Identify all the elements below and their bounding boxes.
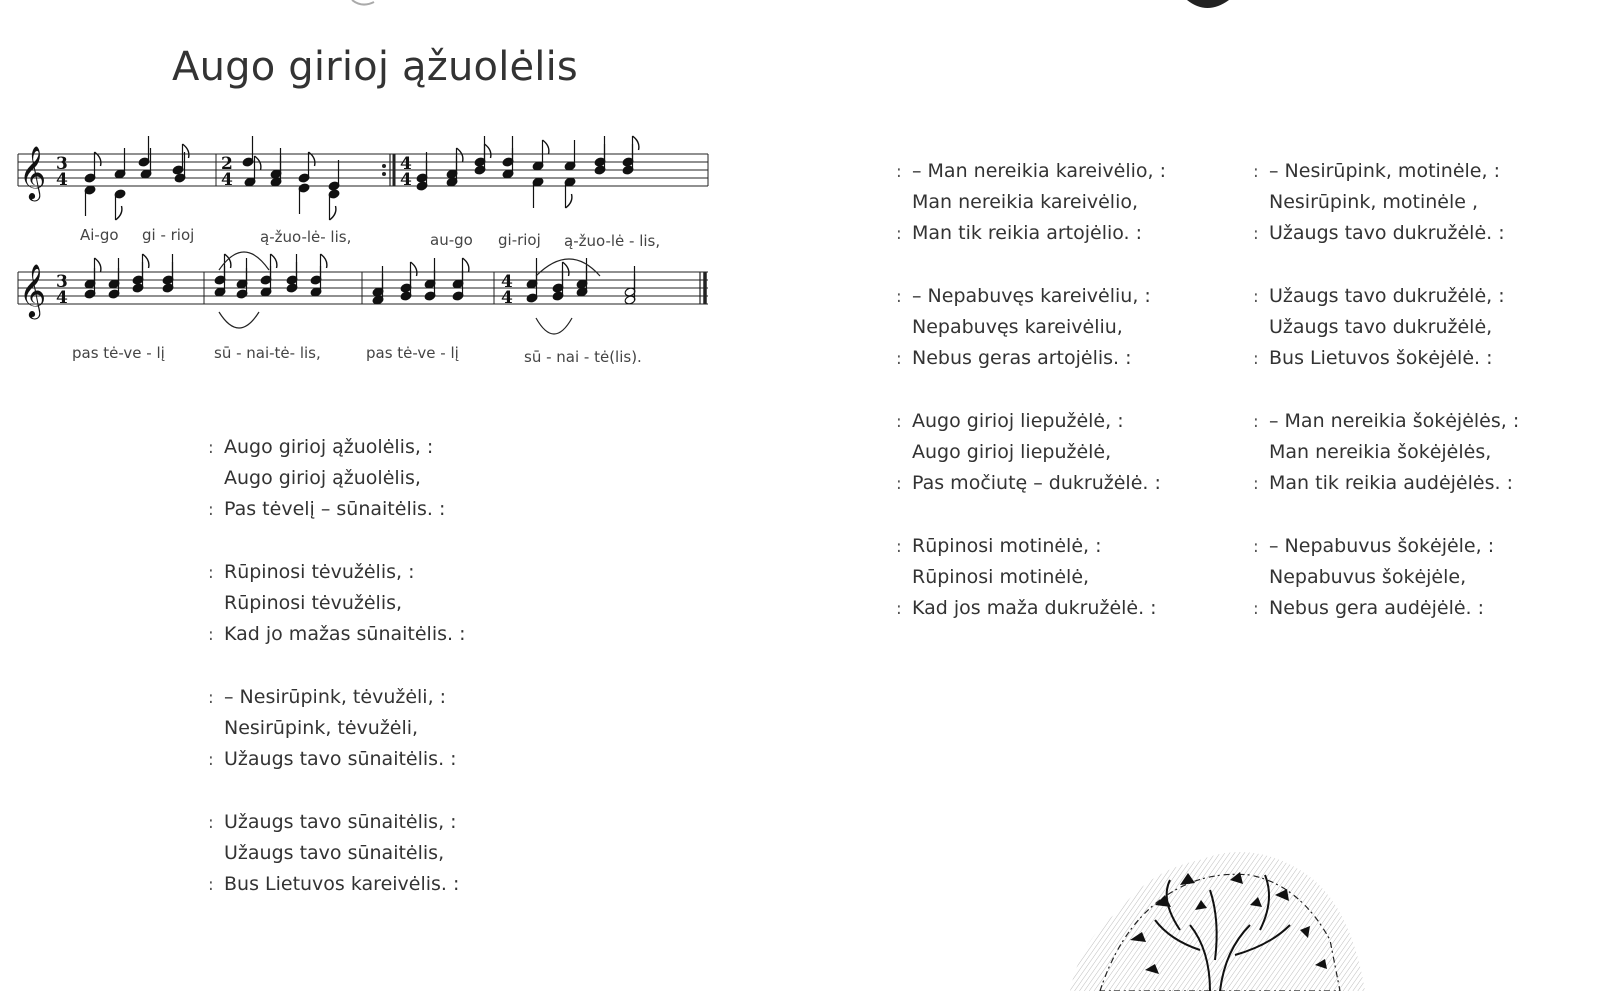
lyric-text: Augo girioj liepužėlė,	[912, 441, 1112, 463]
lyric-syllables: Ai-go	[80, 226, 119, 244]
svg-text:4: 4	[400, 170, 412, 190]
lyric-line	[208, 436, 466, 467]
lyric-text: Augo girioj ąžuolėlis, :	[224, 436, 434, 458]
lyrics-row-2	[72, 344, 642, 366]
repeat-mark: :	[208, 500, 214, 520]
oak-tree-illustration	[1060, 830, 1380, 991]
note-flag	[463, 258, 469, 272]
lyric-line	[208, 686, 466, 717]
note-flag	[457, 148, 463, 162]
note-flag	[566, 194, 572, 208]
music-staff-figure	[14, 122, 734, 382]
lyric-text: Užaugs tavo dukružėlė, :	[1269, 285, 1505, 307]
lyric-line	[896, 597, 1166, 628]
lyric-line	[208, 498, 466, 529]
lyric-line	[1253, 316, 1519, 347]
lyric-text: Užaugs tavo dukružėlė,	[1269, 316, 1493, 338]
repeat-mark: :	[208, 438, 214, 458]
lyrics-column-left	[208, 436, 466, 936]
lyric-text: Pas tėvelį – sūnaitėlis. :	[224, 498, 446, 520]
time-signature-1a	[56, 154, 68, 190]
repeat-mark: :	[1253, 349, 1259, 369]
lyric-text: Nepabuvus šokėjėle,	[1269, 566, 1467, 588]
stanza	[208, 686, 466, 779]
stanza	[896, 535, 1166, 628]
lyric-line	[896, 347, 1166, 378]
stanza	[896, 410, 1166, 503]
lyric-line	[896, 441, 1166, 472]
repeat-mark: :	[208, 875, 214, 895]
ornament-fragment-right	[1185, 0, 1235, 12]
lyric-syllables: pas tė-ve - lį	[72, 344, 165, 362]
lyric-text: – Man nereikia kareivėlio, :	[912, 160, 1166, 182]
lyric-line	[1253, 222, 1519, 253]
svg-text:3: 3	[56, 154, 68, 174]
note-flag	[225, 254, 231, 268]
note-flag	[485, 144, 491, 158]
lyric-text: – Nesirūpink, motinėle, :	[1269, 160, 1500, 182]
lyric-syllables: ą-žuo-lė - lis,	[564, 232, 661, 250]
lyric-line	[896, 285, 1166, 316]
svg-text:2: 2	[221, 154, 233, 174]
repeat-mark: :	[896, 224, 902, 244]
note-flag	[116, 206, 122, 220]
lyric-syllables: gi-rioj	[498, 231, 541, 249]
svg-text:4: 4	[400, 154, 412, 174]
note-flag	[543, 140, 549, 154]
treble-clef-1: 𝄞	[19, 145, 47, 199]
lyric-line	[208, 592, 466, 623]
lyric-text: Man nereikia kareivėlio,	[912, 191, 1139, 213]
lyric-text: – Nepabuvus šokėjėle, :	[1269, 535, 1495, 557]
repeat-mark: :	[896, 537, 902, 557]
lyrics-column-middle	[896, 160, 1166, 660]
svg-text:3: 3	[56, 272, 68, 292]
lyric-line	[1253, 472, 1519, 503]
treble-clef-2: 𝄞	[19, 263, 47, 317]
lyric-line	[208, 561, 466, 592]
svg-text:4: 4	[221, 170, 233, 190]
note-flag	[271, 254, 277, 268]
lyric-text: Bus Lietuvos šokėjėlė. :	[1269, 347, 1493, 369]
lyric-line	[896, 191, 1166, 222]
lyric-text: Rūpinosi tėvužėlis,	[224, 592, 403, 614]
lyric-line	[1253, 597, 1519, 628]
note-flag	[321, 254, 327, 268]
repeat-mark: :	[1253, 287, 1259, 307]
lyric-line	[896, 472, 1166, 503]
stanza	[1253, 160, 1519, 253]
time-signature-1b	[221, 154, 233, 190]
time-signature-2a	[56, 272, 68, 308]
repeat-mark: :	[208, 688, 214, 708]
lyric-line	[1253, 535, 1519, 566]
lyric-line	[1253, 191, 1519, 222]
lyric-syllables: pas tė-ve - lį	[366, 344, 459, 362]
lyric-line	[208, 748, 466, 779]
repeat-mark: :	[1253, 599, 1259, 619]
stanza	[208, 561, 466, 654]
lyric-line	[896, 566, 1166, 597]
lyric-syllables: ą-žuo-lė- lis,	[260, 228, 352, 246]
lyric-line	[1253, 347, 1519, 378]
lyric-line	[896, 535, 1166, 566]
lyric-text: – Man nereikia šokėjėlės, :	[1269, 410, 1520, 432]
lyric-line	[1253, 410, 1519, 441]
sheet-music	[14, 122, 734, 382]
lyric-text: Nepabuvęs kareivėliu,	[912, 316, 1123, 338]
lyric-text: Užaugs tavo dukružėlė. :	[1269, 222, 1505, 244]
lyric-text: Užaugs tavo sūnaitėlis, :	[224, 811, 457, 833]
note-flag	[330, 206, 336, 220]
lyric-text: Nebus geras artojėlis. :	[912, 347, 1132, 369]
note-flag	[95, 258, 101, 272]
lyric-text: Man nereikia šokėjėlės,	[1269, 441, 1492, 463]
lyric-text: Rūpinosi motinėlė,	[912, 566, 1090, 588]
repeat-mark: :	[896, 412, 902, 432]
repeat-mark: :	[1253, 224, 1259, 244]
stanza	[896, 285, 1166, 378]
lyric-line	[208, 873, 466, 904]
stanza	[1253, 410, 1519, 503]
svg-text:4: 4	[501, 272, 513, 292]
lyric-text: Kad jos maža dukružėlė. :	[912, 597, 1157, 619]
lyric-text: Rūpinosi tėvužėlis, :	[224, 561, 415, 583]
ornament-fragment-left	[350, 0, 380, 8]
lyric-text: Užaugs tavo sūnaitėlis,	[224, 842, 445, 864]
lyric-line	[208, 467, 466, 498]
repeat-mark: :	[1253, 412, 1259, 432]
lyric-text: – Nesirūpink, tėvužėli, :	[224, 686, 447, 708]
repeat-mark: :	[208, 563, 214, 583]
lyrics-column-right	[1253, 160, 1519, 660]
lyric-line	[1253, 285, 1519, 316]
note-flag	[183, 144, 189, 158]
stanza	[896, 160, 1166, 253]
lyric-line	[1253, 441, 1519, 472]
lyric-line	[1253, 160, 1519, 191]
lyric-text: Užaugs tavo sūnaitėlis. :	[224, 748, 457, 770]
lyrics-row-1	[80, 226, 660, 250]
repeat-mark: :	[1253, 537, 1259, 557]
lyric-line	[208, 717, 466, 748]
lyric-line	[896, 410, 1166, 441]
lyric-text: Man tik reikia artojėlio. :	[912, 222, 1143, 244]
lyric-text: Kad jo mažas sūnaitėlis. :	[224, 623, 466, 645]
lyric-syllables: sū - nai - tė(lis).	[524, 348, 642, 366]
lyric-syllables: sū - nai-tė- lis,	[214, 344, 321, 362]
lyric-text: – Nepabuvęs kareivėliu, :	[912, 285, 1151, 307]
note-flag	[633, 136, 639, 150]
lyric-syllables: au-go	[430, 231, 473, 249]
time-signature-2b	[501, 272, 513, 308]
note-flag	[143, 254, 149, 268]
lyric-line	[896, 316, 1166, 347]
lyric-text: Augo girioj liepužėlė, :	[912, 410, 1124, 432]
lyric-line	[896, 222, 1166, 253]
lyric-text: Nesirūpink, motinėle ,	[1269, 191, 1479, 213]
lyric-text: Bus Lietuvos kareivėlis. :	[224, 873, 460, 895]
repeat-mark: :	[1253, 162, 1259, 182]
lyric-text: Pas močiutę – dukružėlė. :	[912, 472, 1161, 494]
staff-2	[18, 272, 708, 304]
repeat-mark: :	[208, 813, 214, 833]
lyric-text: Augo girioj ąžuolėlis,	[224, 467, 421, 489]
time-signature-1c	[400, 154, 412, 190]
svg-text:4: 4	[501, 288, 513, 308]
stanza	[1253, 285, 1519, 378]
repeat-mark: :	[208, 625, 214, 645]
lyric-text: Rūpinosi motinėlė, :	[912, 535, 1102, 557]
stanza	[1253, 535, 1519, 628]
lyric-line	[208, 842, 466, 873]
lyric-text: Nebus gera audėjėlė. :	[1269, 597, 1485, 619]
lyric-text: Nesirūpink, tėvužėli,	[224, 717, 419, 739]
lyric-line	[896, 160, 1166, 191]
repeat-mark: :	[896, 599, 902, 619]
repeat-mark: :	[208, 750, 214, 770]
lyric-line	[208, 623, 466, 654]
lyric-syllables: gi - rioj	[142, 226, 195, 244]
svg-text:4: 4	[56, 170, 68, 190]
song-title: Augo girioj ąžuolėlis	[172, 44, 578, 90]
repeat-mark: :	[896, 349, 902, 369]
repeat-mark: :	[896, 474, 902, 494]
svg-text:4: 4	[56, 288, 68, 308]
lyric-line	[1253, 566, 1519, 597]
note-flag	[563, 262, 569, 276]
repeat-mark: :	[896, 162, 902, 182]
stanza	[208, 811, 466, 904]
lyric-line	[208, 811, 466, 842]
stanza	[208, 436, 466, 529]
note-flag	[255, 156, 261, 170]
repeat-mark: :	[1253, 474, 1259, 494]
repeat-mark: :	[896, 287, 902, 307]
note-flag	[411, 262, 417, 276]
lyric-text: Man tik reikia audėjėlės. :	[1269, 472, 1513, 494]
